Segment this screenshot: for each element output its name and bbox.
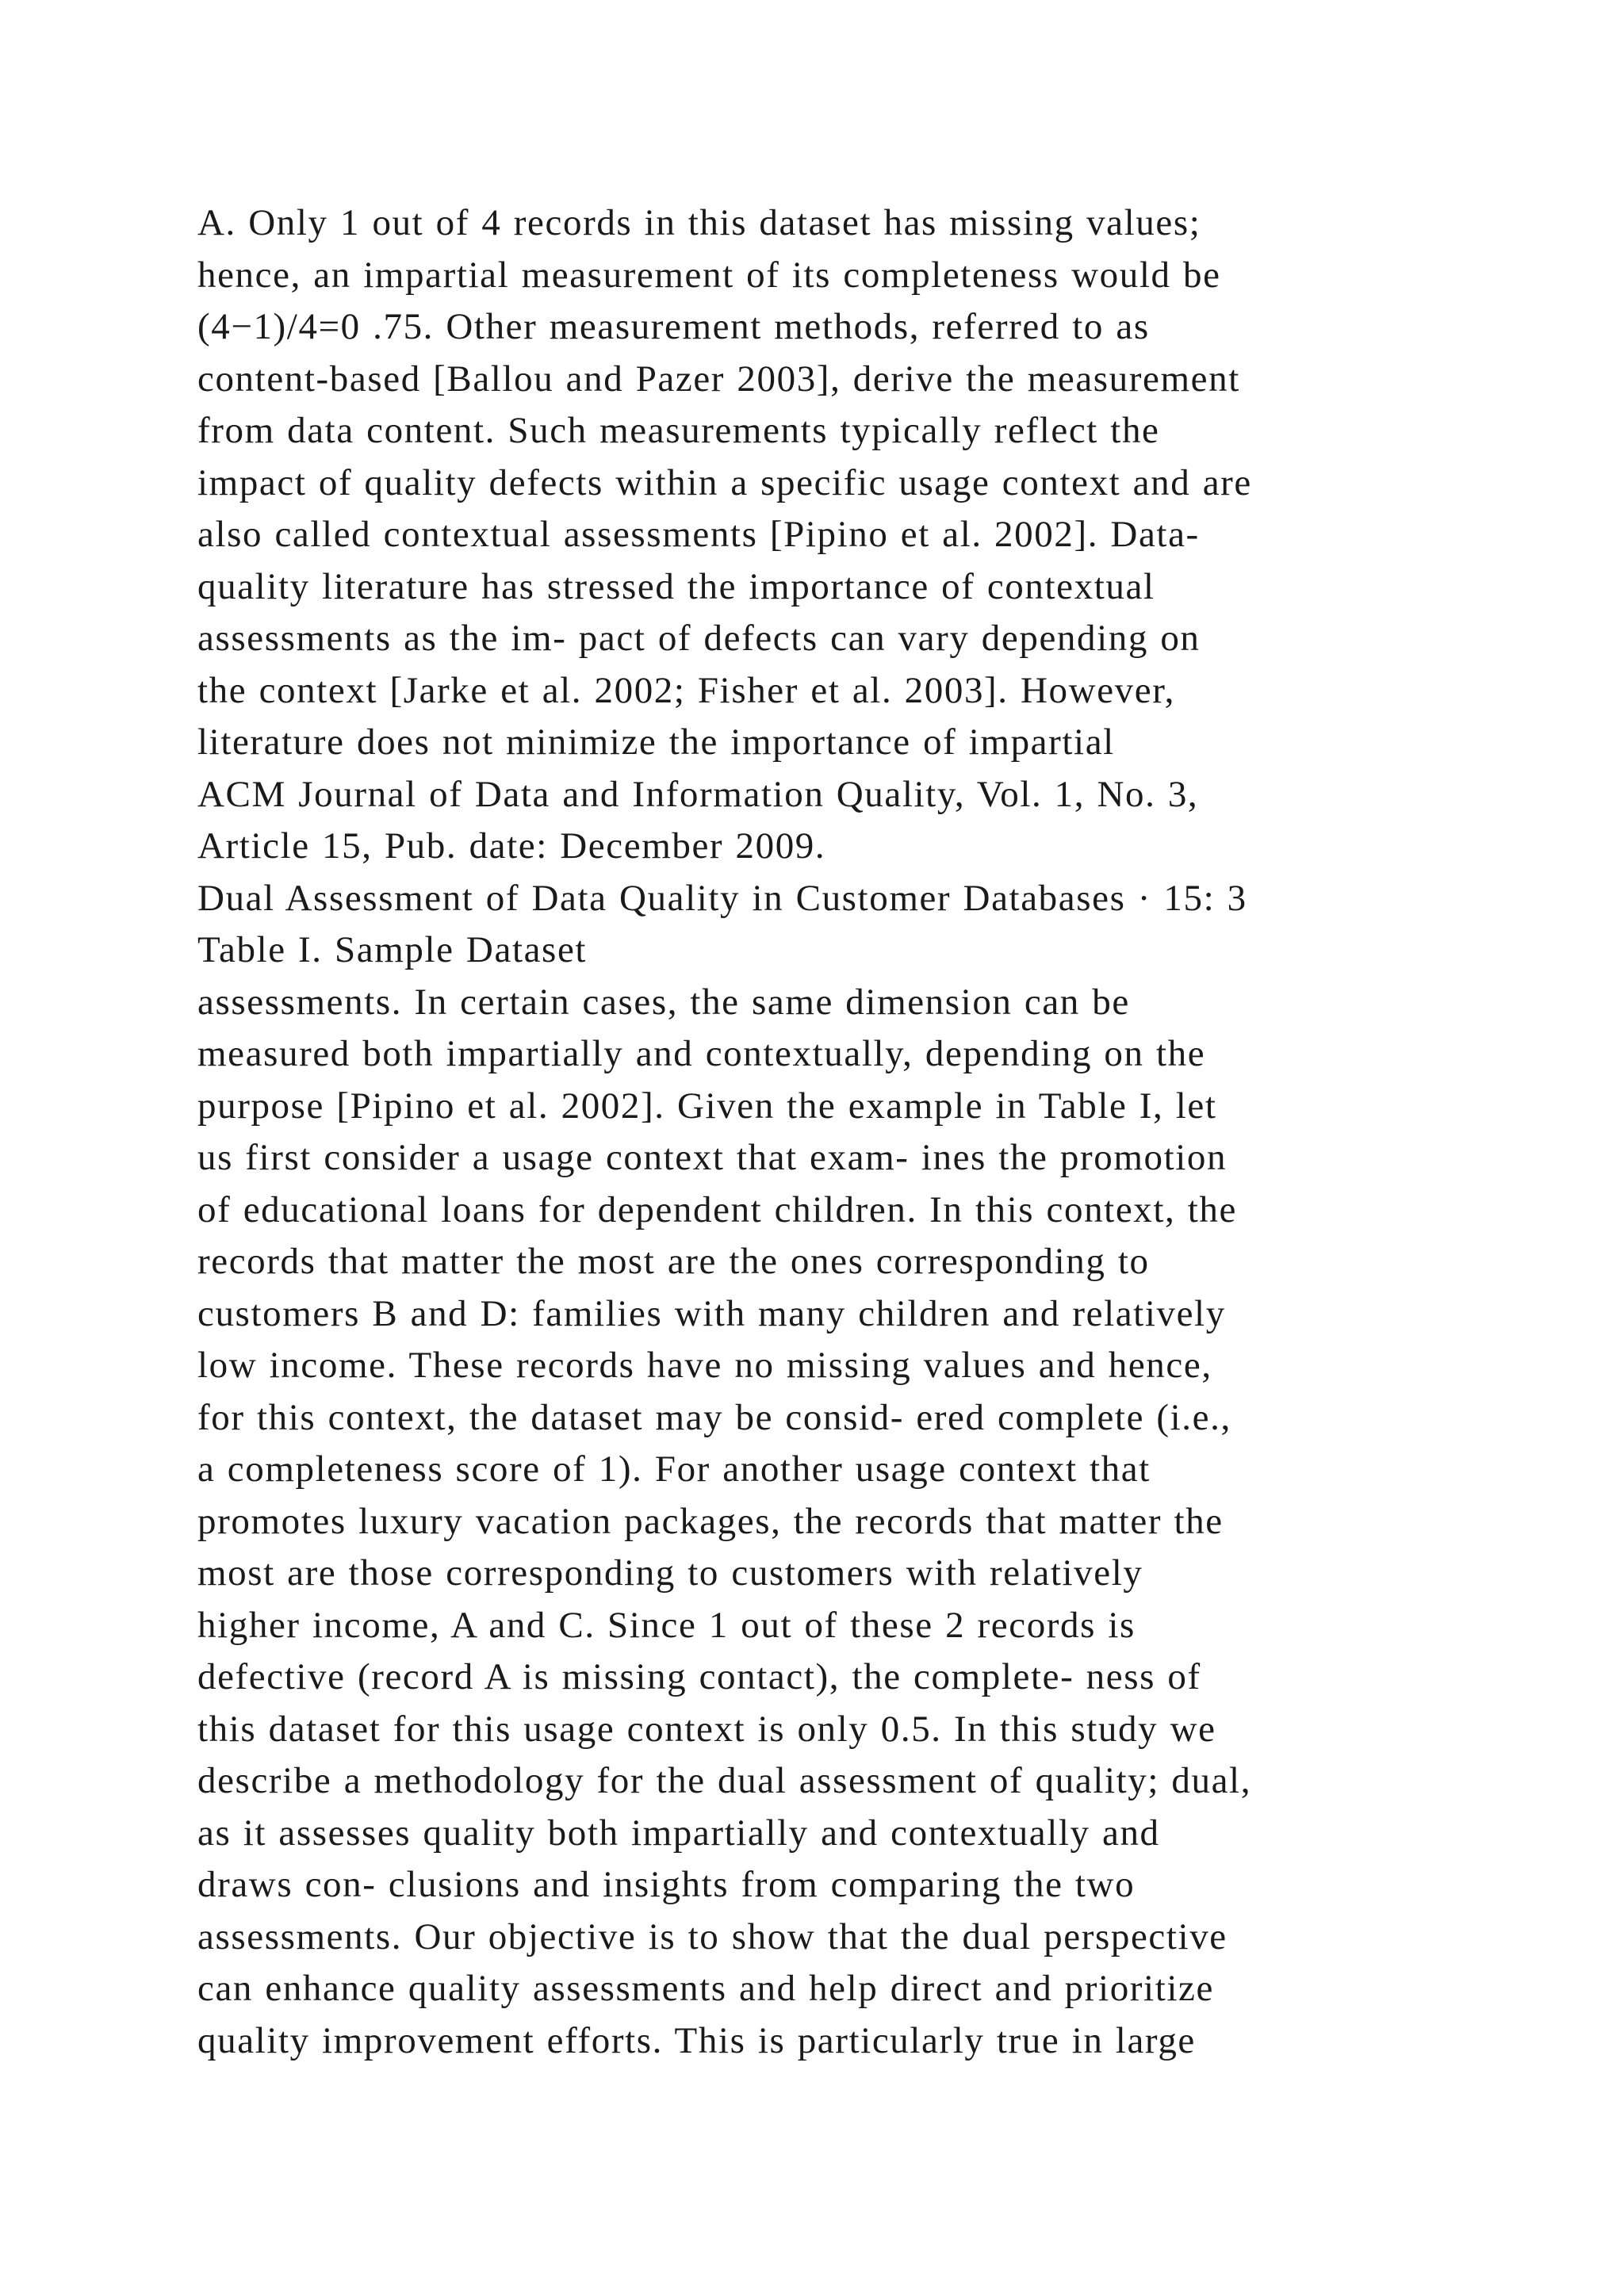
text-line: literature does not minimize the importance of impartial (197, 721, 1115, 763)
text-line: from data content. Such measurements typically reflect the (197, 410, 1160, 451)
text-line: purpose [Pipino et al. 2002]. Given the example in Table I, let (197, 1085, 1217, 1127)
text-line: assessments. In certain cases, the same dimension can be (197, 981, 1130, 1023)
text-line: records that matter the most are the ones corresponding to (197, 1241, 1150, 1282)
text-line: assessments as the im- pact of defects can vary depending on (197, 618, 1201, 659)
text-line: can enhance quality assessments and help direct and prioritize (197, 1968, 1214, 2009)
text-line: most are those corresponding to customers with relatively (197, 1552, 1143, 1594)
text-line: hence, an impartial measurement of its completeness would be (197, 254, 1221, 296)
journal-citation-line: ACM Journal of Data and Information Quality, Vol. 1, No. 3, (197, 773, 1199, 815)
text-line: low income. These records have no missing values and hence, (197, 1345, 1212, 1386)
text-line: quality literature has stressed the importance of contextual (197, 565, 1155, 607)
text-line: this dataset for this usage context is only 0.5. In this study we (197, 1708, 1216, 1750)
text-line: as it assesses quality both impartially and contextually and (197, 1812, 1160, 1854)
text-line: draws con- clusions and insights from comparing the two (197, 1864, 1136, 1905)
text-line: A. Only 1 out of 4 records in this dataset has missing values; (197, 202, 1201, 243)
body-text (197, 197, 1545, 2067)
journal-citation-line: Article 15, Pub. date: December 2009. (197, 825, 826, 867)
text-line: higher income, A and C. Since 1 out of these 2 records is (197, 1604, 1136, 1646)
table-caption: Table I. Sample Dataset (197, 929, 588, 970)
text-line: for this context, the dataset may be consid- ered complete (i.e., (197, 1396, 1231, 1438)
text-line: also called contextual assessments [Pipino et al. 2002]. Data- (197, 514, 1200, 555)
text-line: the context [Jarke et al. 2002; Fisher et al. 2003]. However, (197, 669, 1175, 711)
text-line: (4−1)/4=0 .75. Other measurement methods, referred to as (197, 306, 1150, 347)
text-line: impact of quality defects within a specific usage context and are (197, 461, 1252, 503)
text-line: defective (record A is missing contact), the complete- ness of (197, 1656, 1201, 1697)
text-line: describe a methodology for the dual assessment of quality; dual, (197, 1760, 1252, 1801)
text-line: content-based [Ballou and Pazer 2003], derive the measurement (197, 358, 1240, 400)
text-line: customers B and D: families with many children and relatively (197, 1292, 1226, 1334)
text-line: assessments. Our objective is to show that the dual perspective (197, 1915, 1228, 1957)
text-line: us first consider a usage context that exam- ines the promotion (197, 1137, 1228, 1178)
text-line: measured both impartially and contextually, depending on the (197, 1033, 1206, 1074)
text-line: quality improvement efforts. This is particularly true in large (197, 2019, 1196, 2061)
text-line: a completeness score of 1). For another usage context that (197, 1448, 1151, 1490)
text-line: promotes luxury vacation packages, the records that matter the (197, 1500, 1224, 1542)
running-header: Dual Assessment of Data Quality in Customer Databases · 15: 3 (197, 877, 1247, 919)
text-line: of educational loans for dependent children. In this context, the (197, 1188, 1237, 1230)
